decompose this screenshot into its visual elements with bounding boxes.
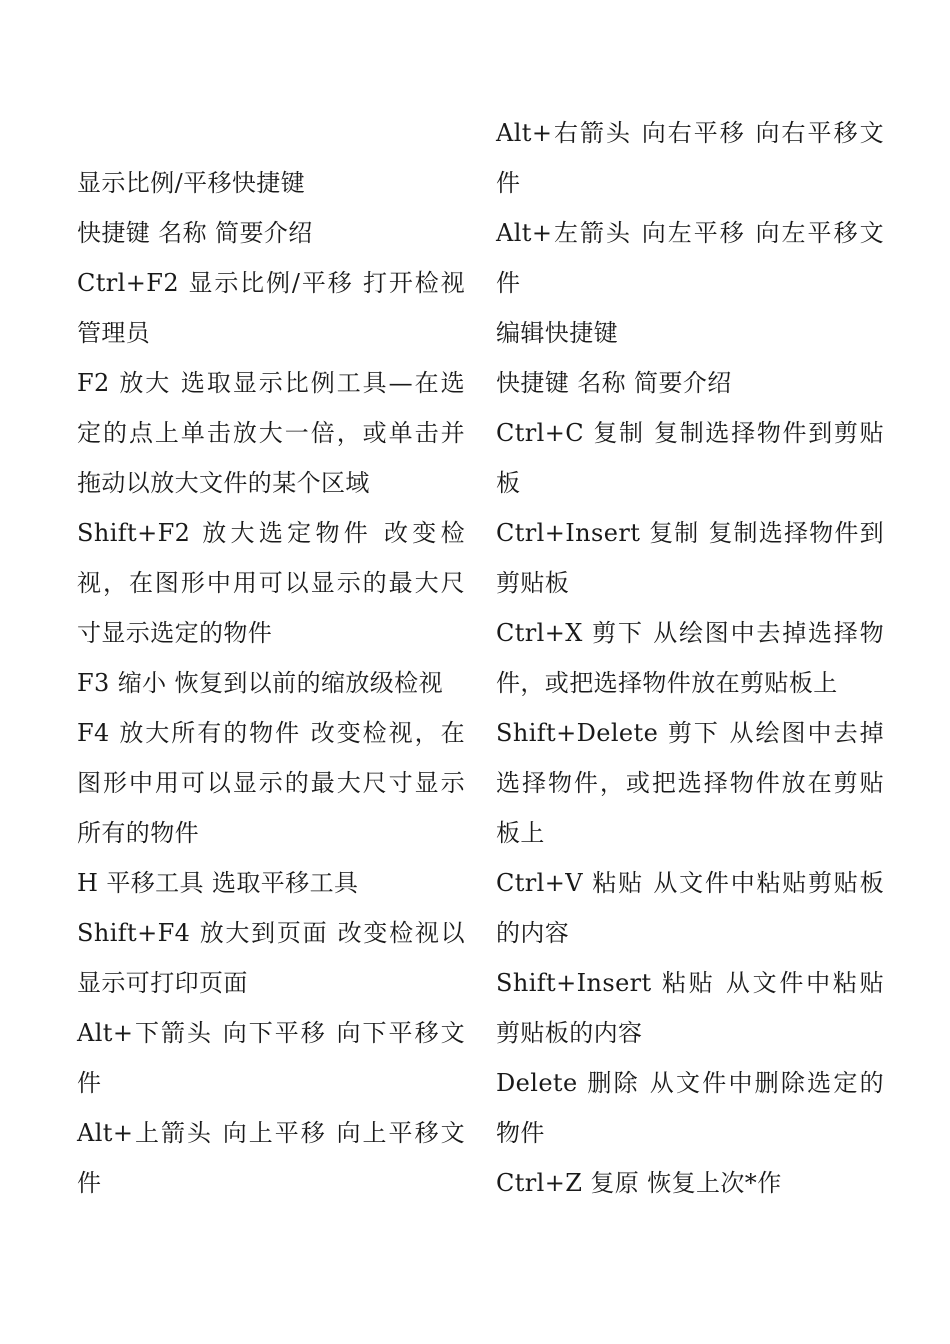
shortcut-entry: Alt+上箭头 向上平移 向上平移文件 <box>77 1119 465 1197</box>
right-column <box>496 108 884 1208</box>
shortcut-entry: Shift+Delete 剪下 从绘图中去掉选择物件，或把选择物件放在剪贴板上 <box>496 719 884 847</box>
section-heading-edit: 编辑快捷键 <box>496 319 618 347</box>
shortcut-entry: F4 放大所有的物件 改变检视，在图形中用可以显示的最大尺寸显示所有的物件 <box>77 719 465 847</box>
shortcut-entry: Ctrl+Z 复原 恢复上次*作 <box>496 1169 782 1197</box>
shortcut-entry: Ctrl+V 粘贴 从文件中粘贴剪贴板的内容 <box>496 869 884 947</box>
shortcut-entry: Alt+下箭头 向下平移 向下平移文件 <box>77 1019 465 1097</box>
table-header-row: 快捷键 名称 简要介绍 <box>496 369 732 397</box>
shortcut-entry: H 平移工具 选取平移工具 <box>77 869 359 897</box>
shortcut-entry: Alt+左箭头 向左平移 向左平移文件 <box>496 219 884 297</box>
shortcut-entry: Ctrl+F2 显示比例/平移 打开检视管理员 <box>77 269 465 347</box>
left-column <box>77 158 465 1208</box>
shortcut-entry: Ctrl+C 复制 复制选择物件到剪贴板 <box>496 419 884 497</box>
shortcut-entry: F2 放大 选取显示比例工具—在选定的点上单击放大一倍，或单击并拖动以放大文件的某个区域 <box>77 369 465 497</box>
table-header-row: 快捷键 名称 简要介绍 <box>77 219 313 247</box>
shortcut-entry: Ctrl+X 剪下 从绘图中去掉选择物件，或把选择物件放在剪贴板上 <box>496 619 884 697</box>
shortcut-entry: Alt+右箭头 向右平移 向右平移文件 <box>496 119 884 197</box>
shortcut-entry: Ctrl+Insert 复制 复制选择物件到剪贴板 <box>496 519 884 597</box>
section-heading-zoom-pan: 显示比例/平移快捷键 <box>77 169 306 197</box>
shortcut-entry: Shift+F2 放大选定物件 改变检视，在图形中用可以显示的最大尺寸显示选定的物件 <box>77 519 465 647</box>
shortcut-entry: Delete 删除 从文件中删除选定的物件 <box>496 1069 884 1147</box>
shortcut-entry: Shift+Insert 粘贴 从文件中粘贴剪贴板的内容 <box>496 969 884 1047</box>
shortcut-entry: F3 缩小 恢复到以前的缩放级检视 <box>77 669 443 697</box>
shortcut-entry: Shift+F4 放大到页面 改变检视以显示可打印页面 <box>77 919 465 997</box>
